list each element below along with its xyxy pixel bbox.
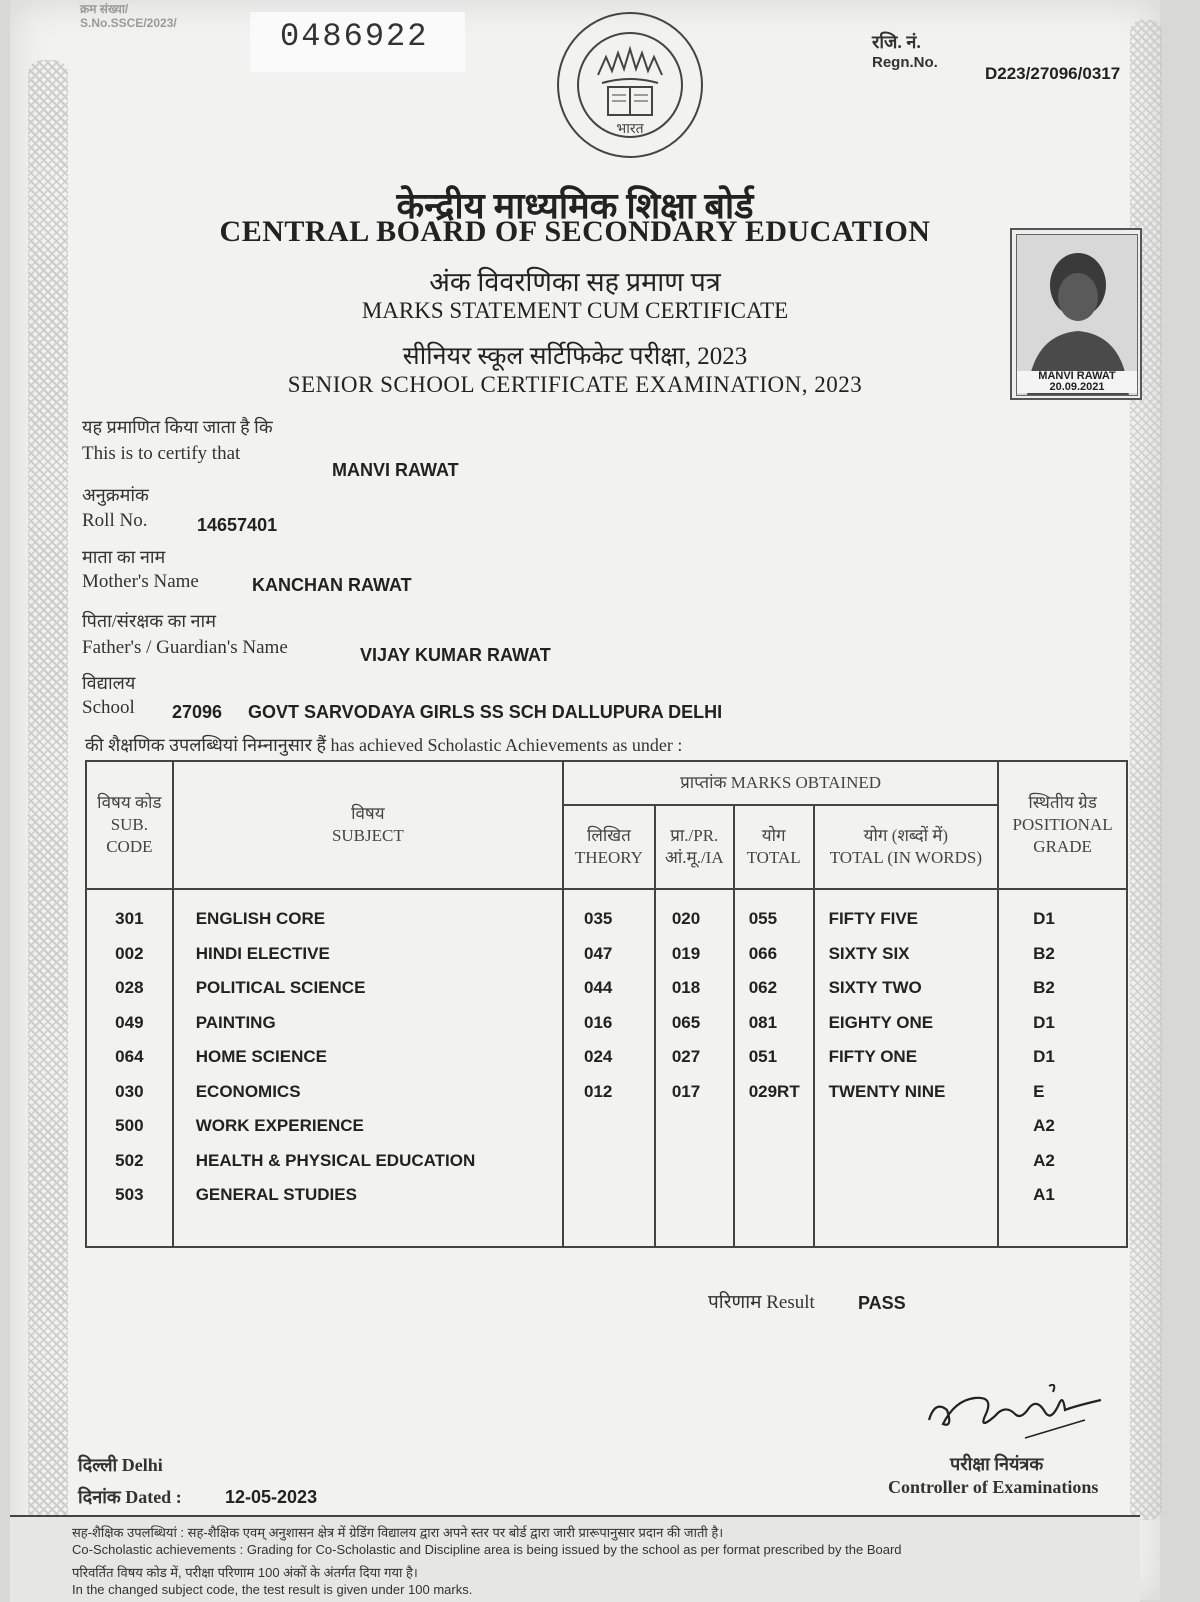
doc-title-hi: अंक विवरणिका सह प्रमाण पत्र: [429, 267, 721, 297]
table-cell-practical: 020: [671, 909, 701, 928]
header-sub-code: विषय कोड SUB. CODE: [86, 761, 173, 889]
table-cell-grade: A1: [1033, 1185, 1055, 1204]
regn-label-hi: रजि. नं.: [872, 32, 921, 52]
certify-label-en: This is to certify that: [82, 443, 241, 464]
dated-label: दिनांक Dated :: [78, 1487, 182, 1507]
note2-hi: परिवर्तित विषय कोड में, परीक्षा परिणाम 100 अंकों के अंतर्गत दिया गया है।: [72, 1565, 418, 1580]
table-cell-words: FIFTY ONE: [828, 1047, 918, 1066]
subject-column: [173, 889, 563, 1247]
achievements-intro: की शैक्षणिक उपलब्धियां निम्नानुसार हैं has achieved Scholastic Achievements as under :: [85, 735, 683, 755]
header-theory: लिखित THEORY: [563, 805, 655, 889]
table-cell-theory: 012: [584, 1081, 613, 1101]
serial-prefix: क्रम संख्या/ S.No.SSCE/2023/: [80, 2, 177, 30]
theory-column: [563, 889, 655, 1247]
table-cell-grade: B2: [1033, 978, 1055, 997]
school-label-en: School: [82, 697, 135, 718]
table-cell-practical: 019: [671, 943, 701, 963]
words-column: [814, 889, 999, 1247]
controller-label-hi: परीक्षा नियंत्रक: [950, 1454, 1044, 1474]
header-practical: प्रा./PR. आं.मू./IA: [655, 805, 734, 889]
board-title-hi: केन्द्रीय माध्यमिक शिक्षा बोर्ड: [396, 186, 754, 226]
table-cell-code: 049: [115, 1012, 144, 1032]
table-cell-grade: D1: [1033, 1012, 1055, 1032]
result-value: PASS: [858, 1293, 906, 1313]
candidate-name: MANVI RAWAT: [332, 460, 459, 480]
table-cell-practical: [672, 1178, 732, 1213]
table-cell-subject: HINDI ELECTIVE: [195, 943, 330, 963]
table-body: [86, 889, 1127, 1247]
dated-value: 12-05-2023: [225, 1487, 318, 1507]
table-cell-practical: 027: [671, 1047, 701, 1066]
table-cell-grade: B2: [1033, 943, 1055, 963]
grade-column: [998, 889, 1127, 1247]
header-positional-grade: स्थितीय ग्रेड POSITIONAL GRADE: [998, 761, 1127, 889]
total-column: [734, 889, 814, 1247]
header-subject: विषय SUBJECT: [173, 761, 563, 889]
table-cell-code: 002: [115, 943, 144, 963]
header-marks-obtained: प्राप्तांक MARKS OBTAINED: [563, 761, 998, 805]
table-cell-subject: ENGLISH CORE: [195, 909, 326, 928]
exam-title-hi: सीनियर स्कूल सर्टिफिकेट परीक्षा, 2023: [402, 343, 748, 370]
father-label-hi: पिता/संरक्षक का नाम: [82, 611, 216, 631]
mother-label-hi: माता का नाम: [82, 547, 166, 567]
table-cell-theory: 035: [584, 909, 613, 928]
photo-caption: MANVI RAWAT 20.09.2021: [1017, 371, 1137, 393]
table-cell-code: 503: [115, 1185, 144, 1204]
roll-label-hi: अनुक्रमांक: [82, 485, 149, 505]
exam-title-en: SENIOR SCHOOL CERTIFICATE EXAMINATION, 2023: [287, 372, 863, 397]
note1-en: Co-Scholastic achievements : Grading for Co-Scholastic and Discipline area is being issued by the school as per format prescribed by the Board: [72, 1542, 902, 1557]
note1-hi: सह-शैक्षिक उपलब्धियां : सह-शैक्षिक एवम् अनुशासन क्षेत्र में ग्रेडिंग विद्यालय द्वारा अपने स्तर पर बोर्ड द्वारा जारी प्रारूपानुसार प्रदान की जाती है।: [72, 1525, 724, 1540]
marks-statement-page: [10, 0, 1160, 1600]
table-cell-grade: D1: [1033, 1047, 1055, 1066]
school-code: 27096: [172, 702, 223, 722]
table-cell-theory: [584, 1109, 653, 1144]
table-cell-total: 081: [748, 1012, 778, 1032]
place-label: दिल्ली Delhi: [78, 1455, 163, 1475]
table-cell-subject: PAINTING: [195, 1012, 276, 1032]
table-cell-words: SIXTY SIX: [828, 943, 910, 963]
code-column: [86, 889, 173, 1247]
controller-label-en: Controller of Examinations: [888, 1477, 1099, 1497]
table-cell-total: 062: [748, 978, 778, 997]
table-cell-words: SIXTY TWO: [828, 978, 922, 997]
table-cell-total: 055: [748, 909, 778, 928]
table-cell-grade: A2: [1033, 1150, 1055, 1170]
table-cell-code: 028: [115, 978, 144, 997]
table-cell-subject: WORK EXPERIENCE: [195, 1116, 364, 1135]
table-cell-words: EIGHTY ONE: [828, 1012, 934, 1032]
table-cell-theory: 044: [584, 978, 613, 997]
table-cell-total: 066: [748, 943, 778, 963]
table-cell-subject: GENERAL STUDIES: [195, 1185, 357, 1204]
table-cell-code: 301: [115, 909, 144, 928]
school-name: GOVT SARVODAYA GIRLS SS SCH DALLUPURA DELHI: [248, 702, 723, 722]
table-cell-total: 029RT: [748, 1081, 800, 1101]
practical-column: [655, 889, 734, 1247]
result-label: परिणाम Result: [708, 1292, 815, 1313]
table-cell-code: 064: [115, 1047, 144, 1066]
table-cell-words: [829, 1178, 997, 1213]
table-cell-practical: 065: [671, 1012, 701, 1032]
header-total: योग TOTAL: [734, 805, 814, 889]
regn-label-en: Regn.No.: [872, 54, 938, 71]
mother-label-en: Mother's Name: [82, 571, 199, 592]
roll-number: 14657401: [197, 515, 278, 535]
table-cell-code: 502: [115, 1150, 144, 1170]
table-cell-theory: [584, 1178, 653, 1213]
table-cell-total: [749, 1178, 812, 1213]
table-cell-practical: 018: [671, 978, 701, 997]
school-label-hi: विद्यालय: [82, 673, 136, 693]
regn-number: D223/27096/0317: [985, 64, 1121, 83]
table-cell-code: 030: [115, 1081, 144, 1101]
header-total-words: योग (शब्दों में) TOTAL (IN WORDS): [814, 805, 999, 889]
doc-title-en: MARKS STATEMENT CUM CERTIFICATE: [361, 298, 789, 323]
marks-table: [85, 760, 1128, 1248]
table-cell-grade: E: [1033, 1081, 1045, 1101]
father-name: VIJAY KUMAR RAWAT: [360, 645, 551, 665]
table-cell-practical: [672, 1109, 732, 1144]
table-cell-code: 500: [115, 1116, 144, 1135]
table-cell-words: [829, 1109, 997, 1144]
table-cell-theory: 024: [584, 1047, 613, 1066]
table-cell-theory: 047: [584, 943, 613, 963]
signature-icon: [925, 1380, 1115, 1450]
table-cell-words: TWENTY NINE: [828, 1081, 946, 1101]
table-cell-total: [749, 1109, 812, 1144]
table-cell-words: FIFTY FIVE: [828, 909, 918, 928]
table-cell-theory: [584, 1144, 653, 1179]
table-cell-subject: POLITICAL SCIENCE: [195, 978, 366, 997]
emblem-text: भारत: [616, 122, 644, 137]
table-cell-subject: HOME SCIENCE: [195, 1047, 327, 1066]
table-cell-subject: HEALTH & PHYSICAL EDUCATION: [195, 1150, 476, 1170]
table-cell-grade: D1: [1033, 909, 1055, 928]
footer-notes: [10, 1515, 1140, 1602]
father-label-en: Father's / Guardian's Name: [82, 637, 288, 658]
note2-en: In the changed subject code, the test result is given under 100 marks.: [72, 1582, 473, 1597]
serial-number: 0486922: [280, 18, 429, 55]
table-cell-words: [829, 1144, 997, 1179]
table-cell-practical: 017: [671, 1081, 701, 1101]
table-cell-theory: 016: [584, 1012, 613, 1032]
cbse-emblem-icon: [550, 5, 710, 165]
table-cell-total: 051: [748, 1047, 778, 1066]
table-cell-total: [749, 1144, 812, 1179]
mother-name: KANCHAN RAWAT: [252, 575, 412, 595]
candidate-photo: [1010, 228, 1142, 400]
table-cell-subject: ECONOMICS: [195, 1081, 301, 1101]
certify-label-hi: यह प्रमाणित किया जाता है कि: [82, 417, 273, 437]
board-title-en: CENTRAL BOARD OF SECONDARY EDUCATION: [219, 215, 931, 248]
table-cell-grade: A2: [1033, 1116, 1055, 1135]
table-cell-practical: [672, 1144, 732, 1179]
roll-label-en: Roll No.: [82, 510, 148, 531]
